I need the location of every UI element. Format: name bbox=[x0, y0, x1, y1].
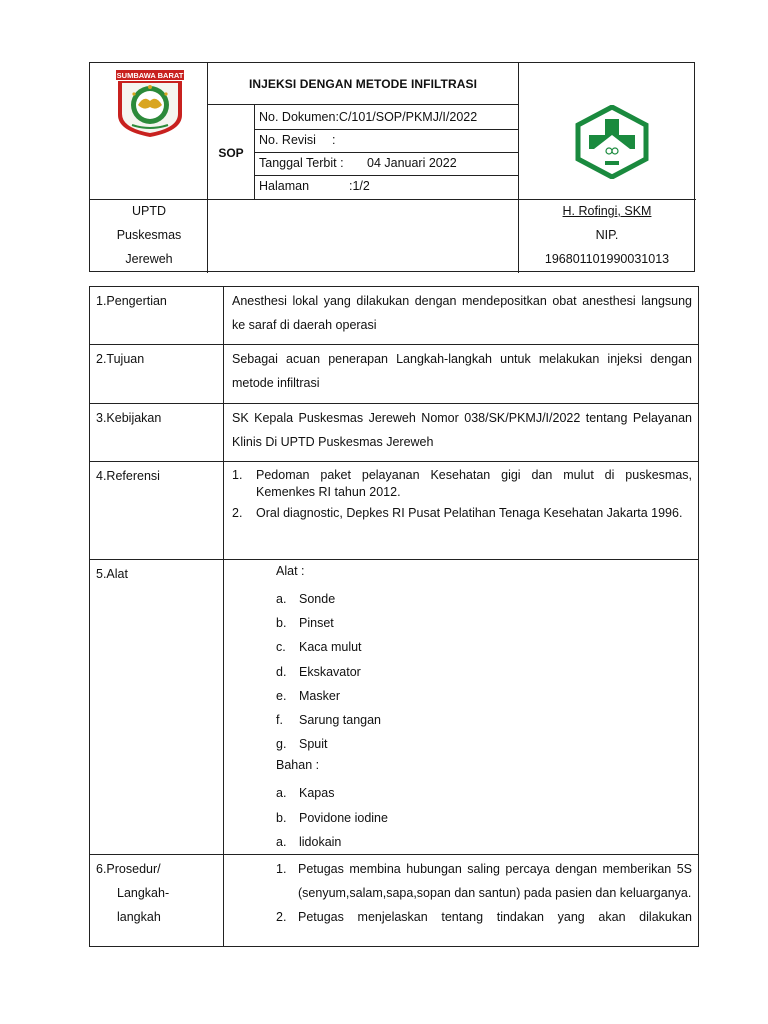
section-label bbox=[90, 855, 224, 947]
section-label: 5.Alat bbox=[90, 560, 224, 855]
issuer-unit bbox=[90, 199, 208, 273]
signer-name: H. Rofingi, SKM bbox=[562, 204, 652, 218]
list-letter: b. bbox=[276, 810, 287, 825]
list-item bbox=[276, 732, 692, 756]
puskesmas-logo bbox=[572, 105, 652, 179]
list-text: Ekskavator bbox=[299, 664, 361, 679]
table-row bbox=[90, 560, 699, 855]
meta-doc-number bbox=[259, 105, 517, 128]
logo-banner-text: SUMBAWA BARAT bbox=[116, 71, 184, 80]
section-label: 4.Referensi bbox=[90, 462, 224, 560]
section-text: Sebagai acuan penerapan Langkah-langkah untuk melakukan injeksi dengan metode infiltrasi bbox=[224, 345, 699, 404]
section-label: 2.Tujuan bbox=[90, 345, 224, 404]
list-text: Pedoman paket pelayanan Kesehatan gigi dan mulut di puskesmas, Kemenkes RI tahun 2012. bbox=[256, 468, 692, 499]
meta-value: 1/2 bbox=[352, 178, 370, 193]
list-letter: b. bbox=[276, 616, 287, 631]
meta-separator: : bbox=[332, 132, 336, 147]
list-item bbox=[232, 467, 692, 501]
equipment-block bbox=[232, 562, 692, 854]
section-text: Anesthesi lokal yang dilakukan dengan mendepositkan obat anesthesi langsung ke saraf di daerah operasi bbox=[224, 287, 699, 345]
meta-key: No. Dokumen bbox=[259, 109, 336, 124]
issuer-line: UPTD bbox=[131, 204, 167, 218]
table-row bbox=[90, 287, 699, 345]
sumbawa-barat-logo bbox=[100, 67, 200, 191]
list-text: Kaca mulut bbox=[299, 640, 362, 655]
list-item bbox=[276, 708, 692, 732]
list-item bbox=[276, 857, 692, 905]
list-text: lidokain bbox=[299, 834, 342, 849]
section-label: 1.Pengertian bbox=[90, 287, 224, 345]
list-letter: f. bbox=[276, 713, 283, 728]
table-row bbox=[90, 462, 699, 560]
list-letter: e. bbox=[276, 688, 287, 703]
procedure-list bbox=[276, 857, 692, 930]
sop-content-table bbox=[89, 286, 699, 947]
table-row bbox=[90, 345, 699, 404]
list-number: 2. bbox=[276, 910, 287, 925]
meta-key: Tanggal Terbit : bbox=[259, 155, 344, 170]
signer-nip: 196801101990031013 bbox=[544, 252, 670, 266]
meta-separator: : bbox=[349, 178, 353, 193]
list-text: Pinset bbox=[299, 616, 334, 631]
list-letter: a. bbox=[276, 834, 287, 849]
signer-nip-label: NIP. bbox=[595, 228, 619, 242]
list-letter: d. bbox=[276, 664, 287, 679]
meta-value: C/101/SOP/PKMJ/I/2022 bbox=[338, 109, 478, 124]
table-row bbox=[90, 855, 699, 947]
list-letter: a. bbox=[276, 786, 287, 801]
list-item bbox=[276, 806, 692, 830]
list-text: Sonde bbox=[299, 592, 336, 606]
label-line: Langkah- bbox=[117, 886, 170, 901]
procedure-block bbox=[232, 857, 692, 930]
list-item bbox=[276, 587, 692, 611]
materials-list bbox=[276, 781, 692, 854]
equipment-cell bbox=[224, 560, 699, 855]
meta-value: 04 Januari 2022 bbox=[367, 155, 457, 170]
meta-separator: : bbox=[335, 109, 339, 124]
issuer-line: Jereweh bbox=[125, 252, 173, 266]
list-letter: a. bbox=[276, 592, 287, 606]
list-number: 1. bbox=[232, 468, 243, 482]
signatory-block bbox=[518, 199, 696, 273]
reference-cell bbox=[224, 462, 699, 560]
list-item bbox=[276, 635, 692, 659]
list-text: Petugas membina hubungan saling percaya dengan memberikan 5S (senyum,salam,sapa,sopan dan santun) pada pasien dan keluarganya. bbox=[298, 862, 692, 901]
procedure-cell bbox=[224, 855, 699, 947]
materials-heading: Bahan : bbox=[276, 758, 320, 773]
list-letter: g. bbox=[276, 737, 287, 752]
list-number: 2. bbox=[232, 506, 243, 520]
list-item bbox=[276, 660, 692, 684]
document-header bbox=[89, 62, 695, 272]
list-text: Spuit bbox=[299, 737, 328, 752]
list-item bbox=[276, 830, 692, 854]
list-text: Oral diagnostic, Depkes RI Pusat Pelatihan Tenaga Kesehatan Jakarta 1996. bbox=[256, 506, 683, 520]
table-row bbox=[90, 404, 699, 462]
meta-issue-date bbox=[259, 151, 517, 174]
issuer-line: Puskesmas bbox=[116, 228, 182, 242]
document-title: INJEKSI DENGAN METODE INFILTRASI bbox=[248, 76, 478, 91]
label-line: 6.Prosedur/ bbox=[96, 862, 161, 877]
sop-label: SOP bbox=[218, 146, 244, 160]
meta-revision bbox=[259, 128, 517, 151]
list-item bbox=[232, 501, 692, 525]
list-text: Kapas bbox=[299, 786, 335, 801]
list-text: Sarung tangan bbox=[299, 713, 382, 728]
list-item bbox=[276, 905, 692, 929]
meta-key: No. Revisi bbox=[259, 132, 316, 147]
tools-heading: Alat : bbox=[276, 564, 305, 578]
list-text: Petugas menjelaskan tentang tindakan yang akan dilakukan bbox=[298, 910, 692, 925]
meta-page bbox=[259, 174, 517, 197]
label-line: langkah bbox=[117, 910, 161, 925]
list-letter: c. bbox=[276, 640, 286, 655]
section-text: SK Kepala Puskesmas Jereweh Nomor 038/SK/PKMJ/I/2022 tentang Pelayanan Klinis Di UPTD Puskesmas Jereweh bbox=[224, 404, 699, 462]
meta-key: Halaman bbox=[259, 178, 310, 193]
list-item bbox=[276, 781, 692, 805]
section-label: 3.Kebijakan bbox=[90, 404, 224, 462]
list-item bbox=[276, 684, 692, 708]
tools-list bbox=[276, 587, 692, 756]
list-number: 1. bbox=[276, 862, 287, 877]
list-text: Masker bbox=[299, 688, 340, 703]
list-item bbox=[276, 611, 692, 635]
list-text: Povidone iodine bbox=[299, 810, 388, 825]
reference-list bbox=[232, 467, 692, 525]
